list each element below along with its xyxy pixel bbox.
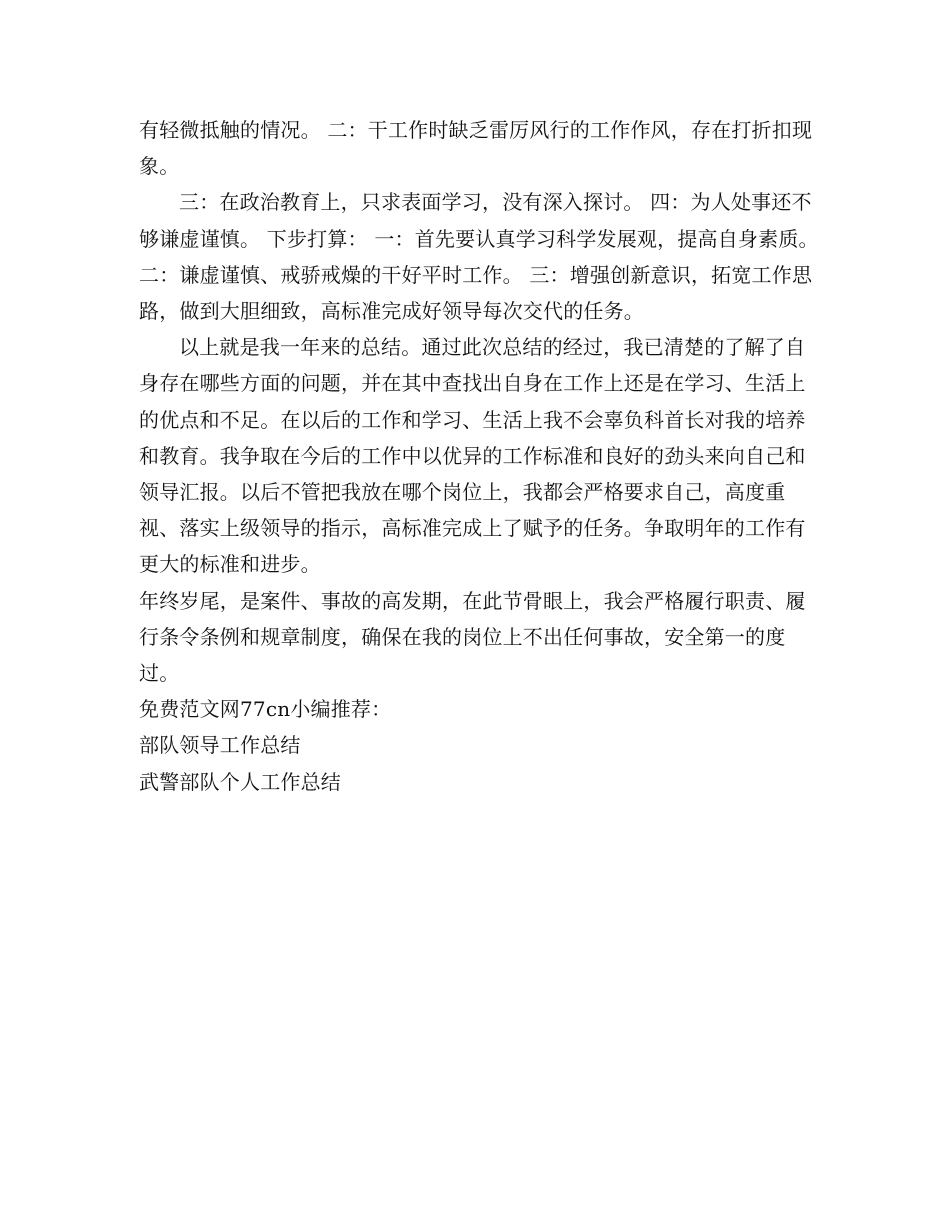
paragraph-shortcomings-1: 有轻微抵触的情况。 二：干工作时缺乏雷厉风行的工作作风，存在打折扣现象。 (139, 118, 813, 179)
recommendation-link-personal-summary[interactable]: 武警部队个人工作总结 (139, 769, 341, 794)
paragraph-summary: 以上就是我一年来的总结。通过此次总结的经过，我已清楚的了解了自身存在哪些方面的问题，并在其中查找出自身在工作上还是在学习、生活上的优点和不足。在以后的工作和学习、生活上我不会辜负科首长对我的培养和教育。我争取在今后的工作中以优异的工作标准和良好的劲头来向自己和领导汇报。以后不管把我放在哪个岗位上，我都会严格要求自己，高度重视、落实上级领导的指示，高标准完成上了赋予的任务。争取明年的工作有更大的标准和进步。 (139, 335, 806, 577)
paragraph-shortcomings-2: 三：在政治教育上，只求表面学习，没有深入探讨。 四：为人处事还不够谦虚谨慎。 下步打算： 一：首先要认真学习科学发展观，提高自身素质。 (139, 190, 819, 251)
paragraph-next-steps: 二：谦虚谨慎、戒骄戒燥的干好平时工作。 三：增强创新意识，拓宽工作思路，做到大胆细致，高标准完成好领导每次交代的任务。 (139, 262, 813, 324)
recommendation-heading: 免费范文网77cn小编推荐： (139, 697, 392, 722)
document-body (139, 112, 819, 800)
paragraph-year-end: 年终岁尾，是案件、事故的高发期，在此节骨眼上，我会严格履行职责、履行条令条例和规章制度，确保在我的岗位上不出任何事故，安全第一的度过。 (139, 588, 806, 686)
recommendation-link-leadership-summary[interactable]: 部队领导工作总结 (139, 733, 301, 758)
